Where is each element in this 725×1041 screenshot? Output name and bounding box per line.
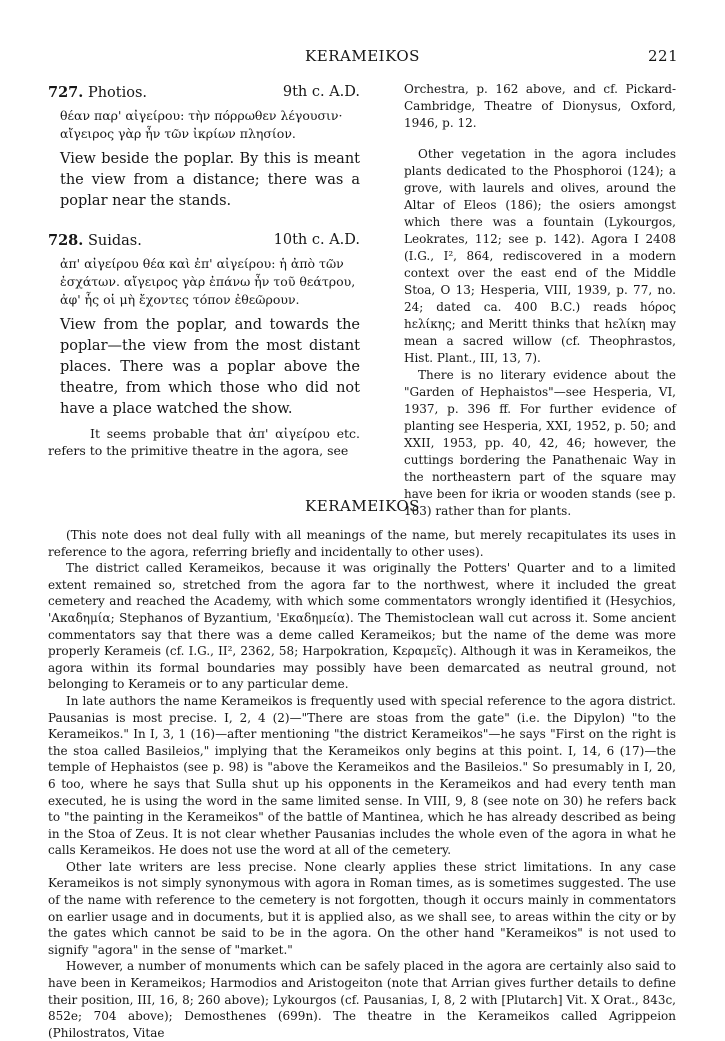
greek-line: ἐσχάτων. αἴγειρος γὰρ ἐπάνω ἦν τοῦ θεάτρου,: [60, 274, 356, 289]
greek-text: [48, 255, 360, 309]
right-para-3: There is no literary evidence about the "Garden of Hephaistos"—see Hesperia, VI, 1937, p. 396 ff. For further evidence of planting see Hesperia, XXI, 1952, p. 50; and XXII, 1953, pp. 40, 42, 46; however, the cuttings bordering the Panathenaic Way in the northeastern part of the square may have been for ikria or wooden stands (see p. 163) rather than for plants.: [404, 368, 676, 518]
entry-number: 727.: [48, 84, 84, 101]
entry-source: Photios.: [87, 85, 148, 101]
entry-header: [48, 84, 360, 101]
greek-line: θέαν παρ' αἰγείρου: τὴν πόρρωθεν λέγουσιν·: [60, 108, 343, 123]
left-note: It seems probable that ἀπ' αἰγείρου etc. refers to the primitive theatre in the agora, see: [48, 426, 360, 458]
section-body: [48, 527, 676, 1041]
greek-line: αἴγειρος γὰρ ἦν τῶν ἰκρίων πλησίον.: [60, 126, 296, 141]
greek-text: [48, 107, 360, 143]
body-paragraph: However, a number of monuments which can be safely placed in the agora are certainly also said to have been in Kerameikos; Harmodios and Aristogeiton (note that Arrian gives further details to define their position, III, 16, 8; 260 above); Lykourgos (cf. Pausanias, I, 8, 2 with [Plutarch] Vit. X Orat., 843c, 852e; 704 above); Demosthenes (699n). The theatre in the Kerameikos called Agrippeion (Philostratos, Vitae: [48, 959, 676, 1040]
right-column: [404, 81, 676, 520]
translation: View from the poplar, and towards the poplar—the view from the most distant places. There was a poplar above the theatre, from which those who did not have a place watched the show.: [60, 317, 360, 417]
body-paragraph: In late authors the name Kerameikos is frequently used with special reference to the agora district. Pausanias is most precise. I, 2, 4 (2)—"There are stoas from the gate" (i.e. the Dipylon) "to the Kerameikos." In I, 3, 1 (16)—after mentioning "the district Kerameikos"—he says "First on the right is the stoa called Basileios," implying that the Kerameikos only begins at this point. I, 14, 6 (17)—the temple of Hephaistos (see p. 98) is "above the Kerameikos and the Basileios." So presumably in I, 20, 6 too, where he says that Sulla shut up his opponents in the Kerameikos and had every tenth man executed, he is using the word in the same limited sense. In VIII, 9, 8 (see note on 30) he refers back to "the painting in the Kerameikos" of the battle of Mantinea, which he has already described as being in the Stoa of Zeus. It is not clear whether Pausanias includes the whole even of the agora in what he calls Kerameikos. He does not use the word at all of the cemetery.: [48, 693, 676, 858]
greek-line: ἀφ' ἧς οἱ μὴ ἔχοντες τόπον ἐθεῶρουν.: [60, 292, 300, 307]
greek-line: ἀπ' αἰγείρου θέα καὶ ἐπ' αἰγείρου: ἡ ἀπὸ τῶν: [60, 256, 344, 271]
entry-date: 9th c. A.D.: [282, 84, 360, 100]
section-title: KERAMEIKOS: [305, 497, 420, 515]
body-paragraph: The district called Kerameikos, because it was originally the Potters' Quarter and to a limited extent remained so, stretched from the agora far to the northwest, where it included the great cemetery and reached the Academy, with which some commentators wrongly identified it (Hesychios, 'Ακαδημία; Stephanos of Byzantium, 'Εκαδημεία). The Themistoclean wall cut across it. Some ancient commentators say that there was a deme called Kerameikos; but the name of the deme was more properly Kerameis (cf. I.G., II², 2362, 58; Harpokration, Κεραμεῖς). Although it was in Kerameikos, the agora within its formal boundaries may possibly have been demarcated as neutral ground, not belonging to Kerameis or to any particular deme.: [48, 561, 676, 692]
right-para-2: Other vegetation in the agora includes plants dedicated to the Phosphoroi (124); a grove, with laurels and olives, around the Altar of Eleos (186); the osiers amongst which there was a fountain (Lykourgos, Leokrates, 112; see p. 142). Agora I 2408 (I.G., I², 864, rediscovered in a modern context over the east end of the Middle Stoa, O 13; Hesperia, VIII, 1939, p. 77, no. 24; dated ca. 400 B.C.) reads hόρος hελίκης; and Meritt thinks that hελίκη may mean a sacred willow (cf. Theophrastos, Hist. Plant., III, 13, 7).: [404, 147, 676, 365]
entry-date: 10th c. A.D.: [273, 232, 360, 248]
entry-source: Suidas.: [87, 233, 142, 249]
body-paragraph: Other late writers are less precise. None clearly applies these strict limitations. In any case Kerameikos is not simply synonymous with agora in Roman times, as is sometimes suggested. The use of the name with reference to the cemetery is not forgotten, though it occurs mainly in commentators on earlier usage and in documents, but it is applied also, as we shall see, to areas within the city or by the gates which cannot be said to be in the agora. On the other hand "Kerameikos" is not used to signify "agora" in the sense of "market.": [48, 859, 676, 957]
entry-number: 728.: [48, 232, 84, 249]
right-para-1: Orchestra, p. 162 above, and cf. Pickard-Cambridge, Theatre of Dionysus, Oxford, 1946, p. 12.: [404, 82, 676, 130]
body-paragraph: (This note does not deal fully with all meanings of the name, but merely recapitulates its uses in reference to the agora, referring briefly and incidentally to other uses).: [48, 528, 676, 559]
entry-header: [48, 232, 360, 249]
page-number: 221: [648, 47, 679, 65]
entry-727: [48, 84, 360, 212]
running-header-title: KERAMEIKOS: [305, 47, 420, 65]
translation: View beside the poplar. By this is meant the view from a distance; there was a poplar near the stands.: [60, 151, 360, 209]
entry-728: [48, 232, 360, 420]
